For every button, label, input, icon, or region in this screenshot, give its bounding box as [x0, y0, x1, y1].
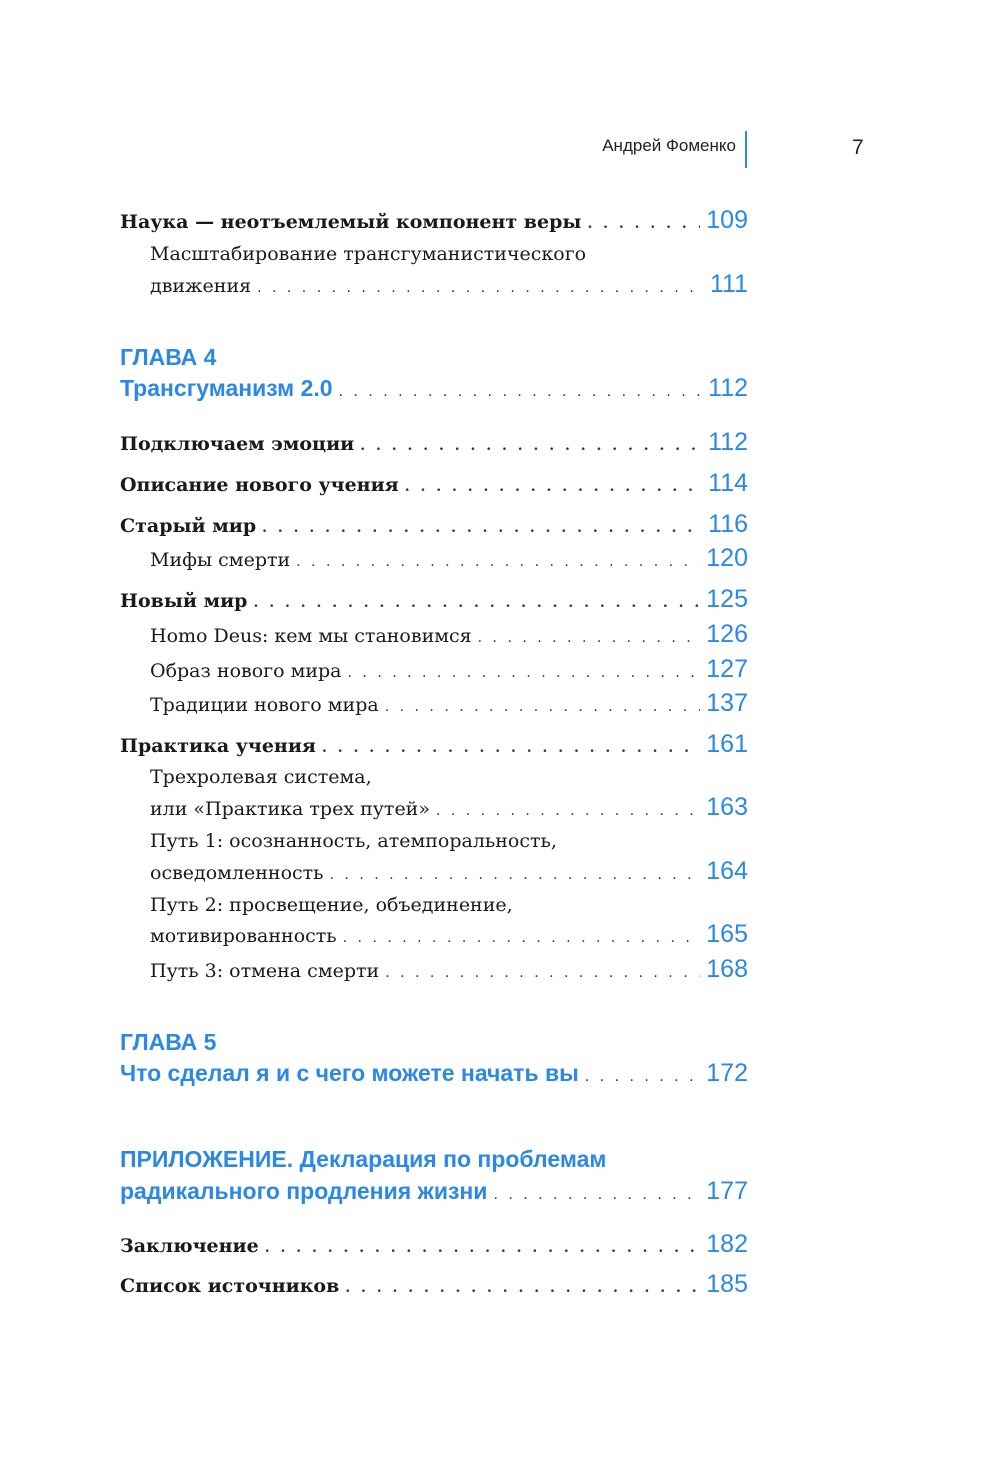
leader-dots — [585, 1069, 701, 1085]
toc-entry-page: 126 — [706, 620, 748, 648]
appendix-title: радикального продления жизни — [120, 1178, 488, 1204]
chapter-title: Что сделал я и с чего можете начать вы — [120, 1060, 579, 1086]
toc-entry-page: 109 — [706, 206, 748, 234]
toc-entry-title: Новый мир — [120, 590, 248, 612]
toc-entry-page: 112 — [708, 374, 748, 402]
toc-entry-title: Традиции нового мира — [150, 694, 379, 716]
toc-entry-page: 111 — [709, 270, 748, 298]
toc-entry-page: 164 — [706, 857, 748, 885]
toc-entry-title: Старый мир — [120, 515, 257, 537]
toc-entry[interactable] — [150, 920, 748, 949]
leader-dots — [478, 630, 701, 646]
toc-entry-title: Практика учения — [120, 735, 316, 757]
toc-entry-page: 185 — [706, 1270, 748, 1298]
toc-entry-title: Путь 3: отмена смерти — [150, 960, 380, 982]
toc-entry-page: 125 — [706, 585, 748, 613]
toc-entry-title: Мифы смерти — [150, 549, 291, 571]
toc-entry-title: Подключаем эмоции — [120, 433, 355, 455]
chapter-entry[interactable] — [120, 374, 748, 403]
leader-dots — [493, 1187, 700, 1203]
leader-dots — [343, 930, 701, 946]
toc-entry[interactable] — [150, 955, 748, 984]
toc-entry-page: 120 — [706, 544, 748, 572]
leader-dots — [262, 520, 702, 536]
toc-entry-title: осведомленность — [150, 862, 324, 884]
toc-entry-title-line1: Путь 2: просвещение, объединение, — [150, 894, 513, 916]
toc-entry-title-line1: Трехролевая система, — [150, 766, 372, 788]
leader-dots — [360, 438, 702, 454]
toc-entry-page: 112 — [708, 428, 748, 456]
toc-entry-title: Наука — неотъемлемый компонент веры — [120, 211, 582, 233]
leader-dots — [385, 699, 701, 715]
leader-dots — [345, 1280, 700, 1296]
leader-dots — [296, 554, 700, 570]
toc-entry[interactable] — [120, 428, 748, 457]
toc-entry-title: или «Практика трех путей» — [150, 798, 430, 820]
running-head-author: Андрей Фоменко — [602, 136, 736, 155]
toc-entry-title: мотивированность — [150, 925, 337, 947]
toc-entry-title-line1: Путь 1: осознанность, атемпоральность, — [150, 830, 557, 852]
toc-entry[interactable] — [150, 793, 748, 822]
toc-entry[interactable] — [120, 585, 748, 614]
toc-entry-title: Список источников — [120, 1275, 340, 1297]
chapter-label: ГЛАВА 4 — [120, 344, 217, 370]
toc-entry-page: 137 — [706, 689, 748, 717]
toc-entry-title: движения — [150, 275, 252, 297]
toc-entry-page: 114 — [708, 469, 748, 497]
toc-entry[interactable] — [150, 857, 748, 886]
appendix-label: ПРИЛОЖЕНИЕ. Декларация по проблемам — [120, 1146, 607, 1172]
leader-dots — [587, 216, 700, 232]
chapter-entry[interactable] — [120, 1059, 748, 1088]
toc-entry-title: Заключение — [120, 1235, 259, 1257]
toc-entry-page: 168 — [706, 955, 748, 983]
toc-entry-title: Образ нового мира — [150, 660, 342, 682]
toc-entry[interactable] — [120, 469, 748, 498]
header-divider — [745, 131, 747, 168]
toc-entry[interactable] — [120, 510, 748, 539]
toc-entry[interactable] — [150, 689, 748, 718]
toc-entry-page: 161 — [706, 730, 748, 758]
appendix-entry[interactable] — [120, 1177, 748, 1206]
leader-dots — [339, 384, 703, 400]
toc-entry[interactable] — [120, 1230, 748, 1259]
toc-entry-title: Описание нового учения — [120, 474, 399, 496]
chapter-title: Трансгуманизм 2.0 — [120, 375, 333, 401]
toc-entry[interactable] — [120, 1270, 748, 1299]
toc-entry-title: Homo Deus: кем мы становимся — [150, 625, 472, 647]
leader-dots — [322, 740, 700, 756]
leader-dots — [348, 665, 701, 681]
toc-entry[interactable] — [150, 544, 748, 573]
toc-entry[interactable] — [120, 730, 748, 759]
toc-entry-page: 177 — [706, 1177, 748, 1205]
toc-entry[interactable] — [150, 270, 748, 299]
toc-entry-page: 116 — [708, 510, 748, 538]
leader-dots — [330, 867, 701, 883]
leader-dots — [436, 803, 700, 819]
toc-entry-page: 127 — [706, 655, 748, 683]
toc-entry-page: 165 — [706, 920, 748, 948]
leader-dots — [265, 1240, 701, 1256]
leader-dots — [405, 479, 702, 495]
toc-entry[interactable] — [120, 206, 748, 235]
page-number: 7 — [852, 136, 864, 159]
chapter-label: ГЛАВА 5 — [120, 1029, 217, 1055]
leader-dots — [385, 965, 700, 981]
toc-entry-title-line1: Масштабирование трансгуманистического — [150, 243, 587, 265]
leader-dots — [257, 280, 704, 296]
leader-dots — [253, 595, 700, 611]
toc-entry[interactable] — [150, 655, 748, 684]
toc-entry-page: 182 — [706, 1230, 748, 1258]
toc-entry[interactable] — [150, 620, 748, 649]
toc-entry-page: 163 — [706, 793, 748, 821]
toc-entry-page: 172 — [706, 1059, 748, 1087]
